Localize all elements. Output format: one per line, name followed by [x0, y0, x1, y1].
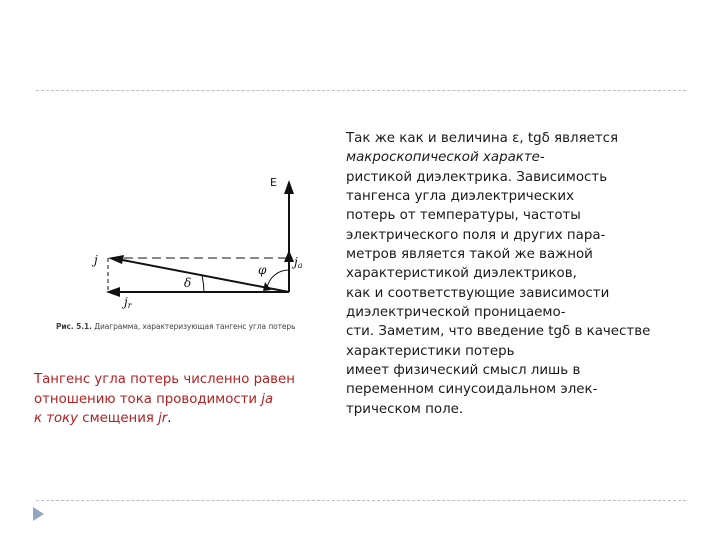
phi-arc-arrow: [263, 282, 271, 291]
explanation-line: характеристики потерь: [346, 343, 515, 359]
def-part2: к току: [34, 411, 79, 426]
explanation-line: диэлектрической проницаемо-: [346, 305, 566, 321]
phi-arc: [267, 270, 289, 288]
diagram-caption: [56, 322, 346, 331]
jr-label: jr: [124, 295, 132, 310]
caption-text: Диаграмма, характеризующая тангенс угла потерь: [94, 322, 296, 331]
top-divider: [36, 90, 686, 91]
j-label: j: [94, 253, 98, 267]
explanation-line: ристикой диэлектрика. Зависимость: [346, 169, 608, 185]
def-part1: Тангенс угла потерь численно равен отношению тока проводимости: [34, 372, 295, 407]
explanation-line: метров является такой же важной: [346, 247, 593, 263]
def-jr: jr: [158, 411, 168, 426]
explanation-line: Так же как и величина ε, tgδ является: [346, 131, 619, 146]
explanation-line: как и соответствующие зависимости: [346, 285, 610, 301]
explanation-line: потерь от температуры, частоты: [346, 208, 581, 224]
tangent-definition: [34, 370, 304, 429]
ja-label: ja: [294, 255, 303, 270]
explanation-line: макроскопической характе-: [346, 150, 545, 166]
vector-diagram: [52, 160, 342, 340]
delta-label: δ: [184, 276, 192, 290]
def-part3: смещения: [78, 411, 159, 426]
phi-label: φ: [258, 263, 267, 277]
explanation-line: трическом поле.: [346, 401, 464, 417]
explanation-line: сти. Заметим, что введение tgδ в качестве: [346, 324, 651, 340]
tangent-explanation: [346, 129, 691, 419]
explanation-line: электрического поля и других пара-: [346, 227, 606, 243]
caption-prefix: Рис. 5.1.: [56, 322, 92, 331]
ja-arrowhead: [284, 250, 294, 262]
explanation-line: характеристикой диэлектриков,: [346, 266, 577, 282]
explanation-line: имеет физический смысл лишь в: [346, 363, 581, 379]
bottom-divider: [36, 500, 686, 501]
explanation-line: переменном синусоидальном элек-: [346, 382, 598, 398]
delta-arc: [202, 275, 204, 292]
def-ja: jа: [261, 391, 274, 407]
e-label: E: [270, 176, 277, 189]
e-arrowhead: [284, 180, 294, 194]
next-slide-arrow-icon[interactable]: [33, 507, 44, 521]
j-arrowhead: [108, 255, 124, 264]
def-part4: .: [167, 411, 172, 426]
explanation-line: тангенса угла диэлектрических: [346, 189, 575, 205]
